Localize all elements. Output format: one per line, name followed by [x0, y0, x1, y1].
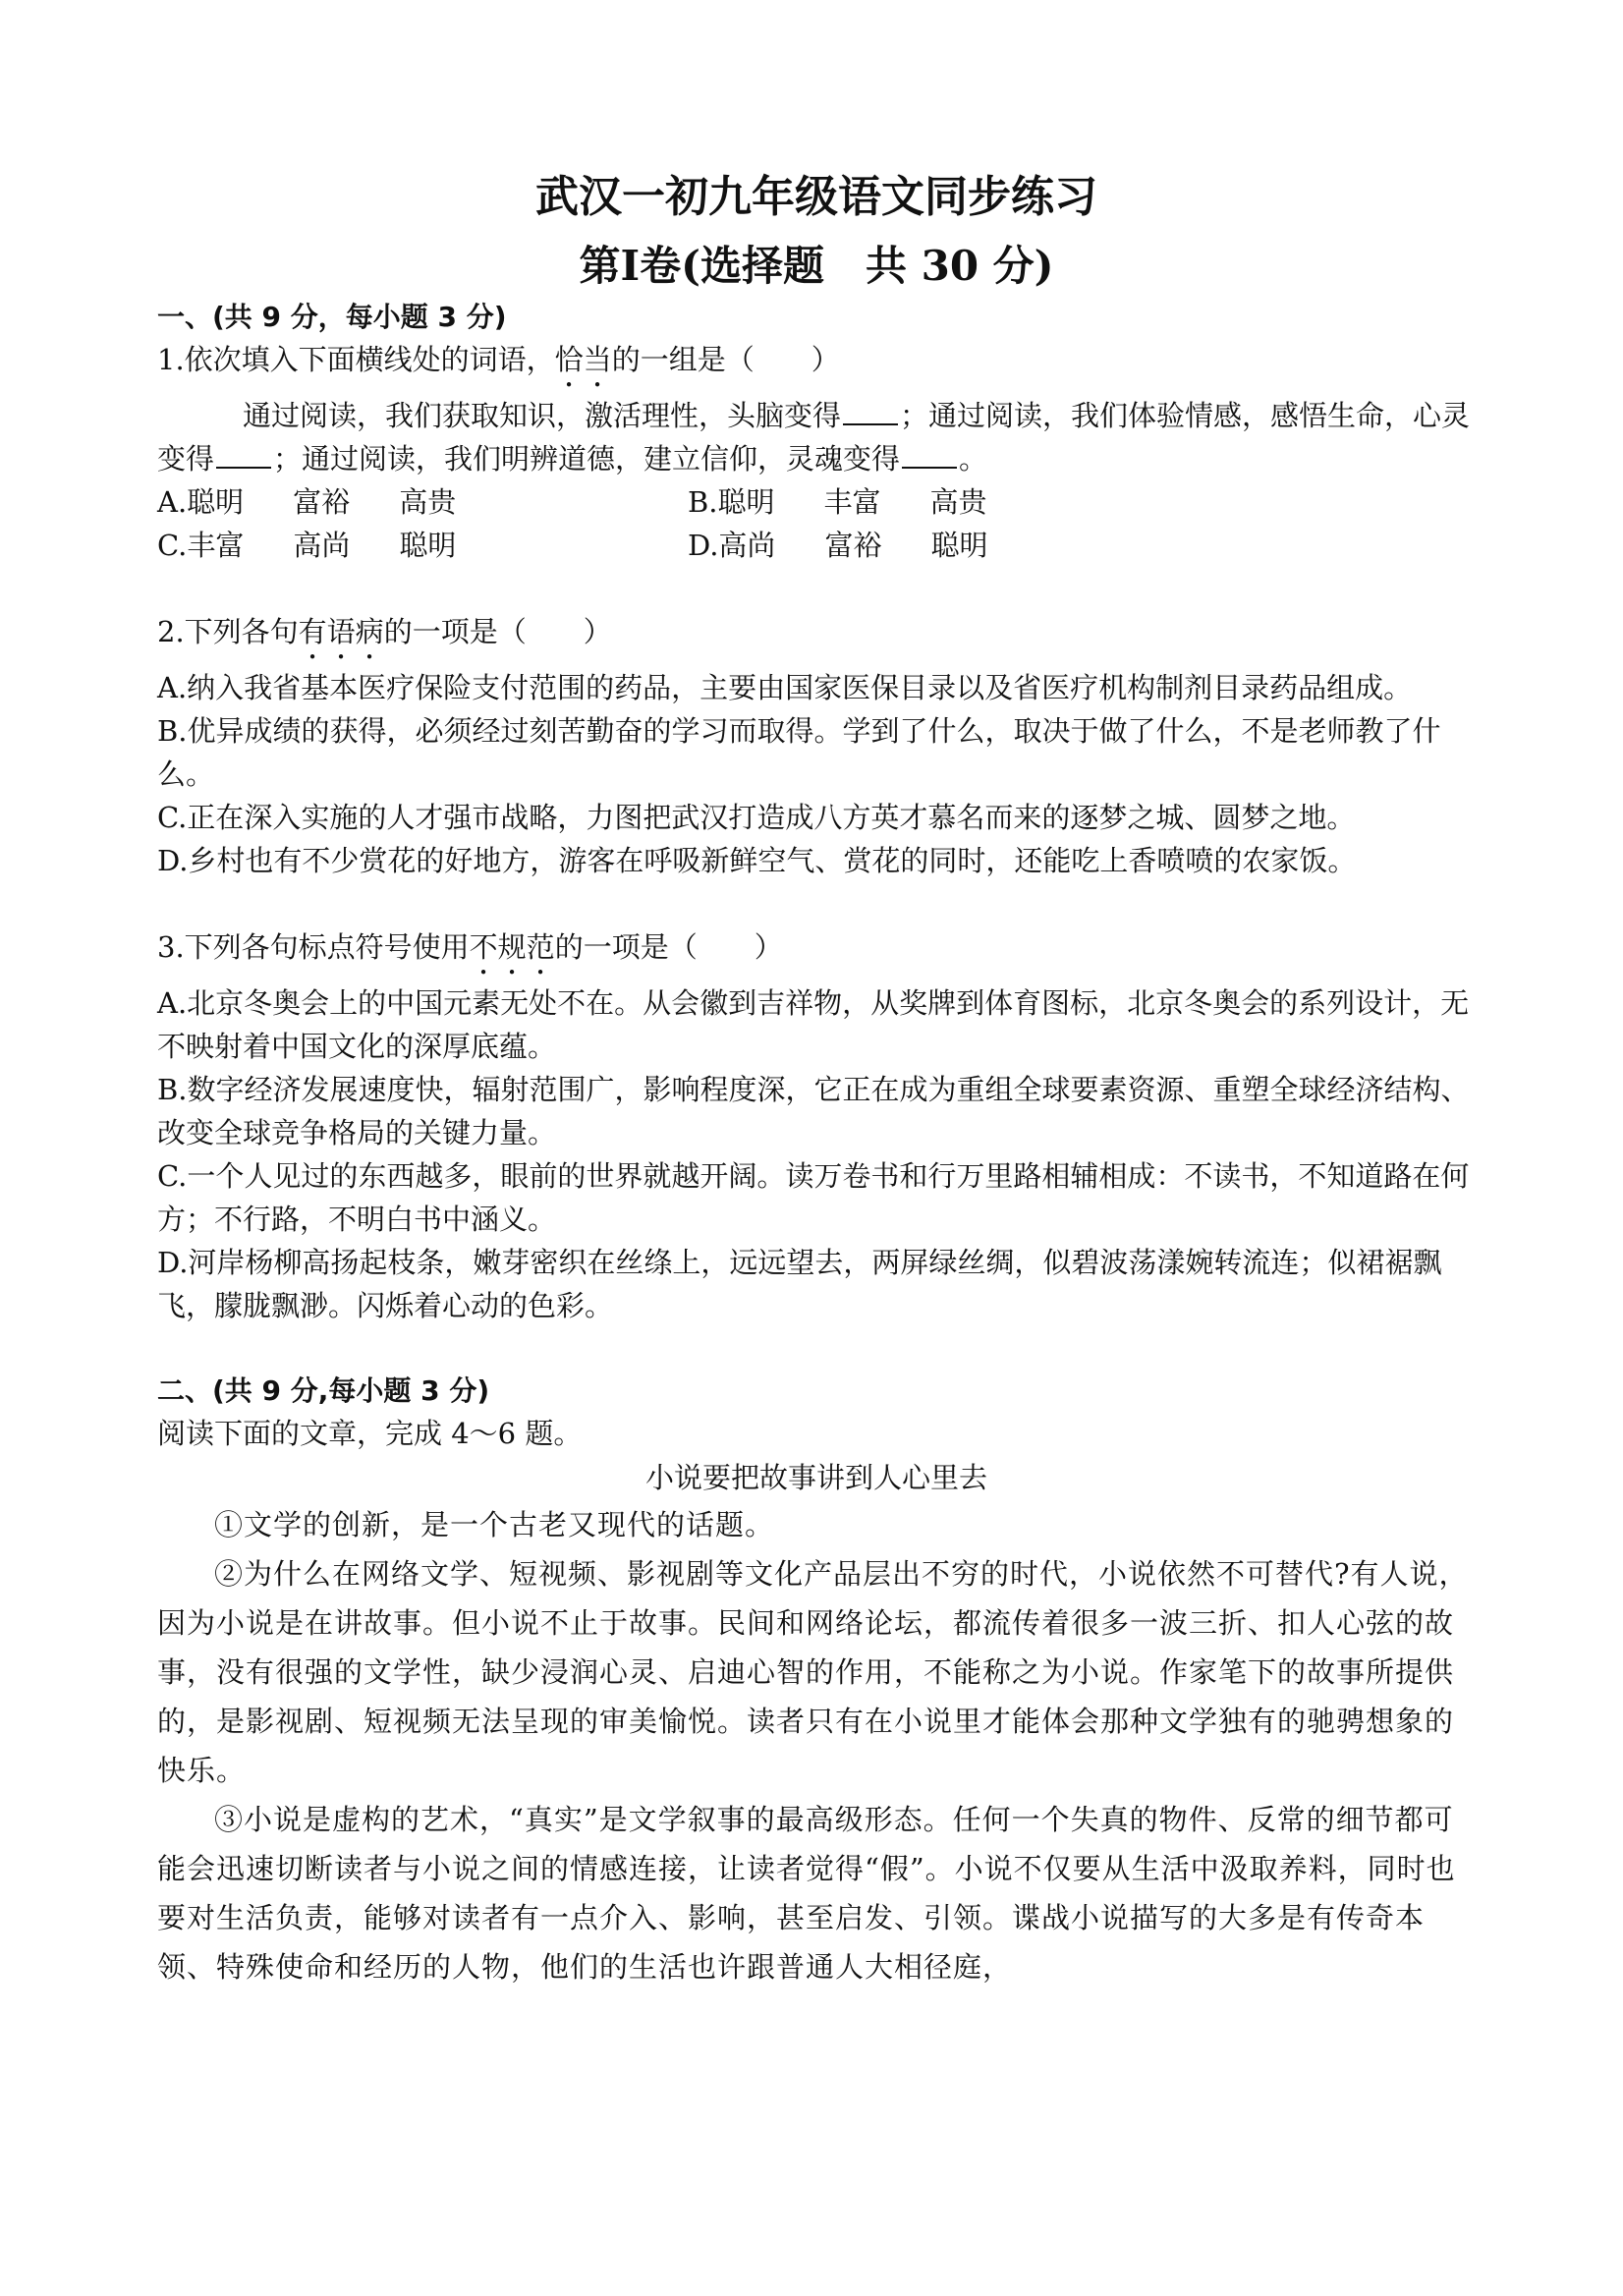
- question-2-option-b: B.优异成绩的获得，必须经过刻苦勤奋的学习而取得。学到了什么，取决于做了什么，不是老师教了什么。: [157, 714, 1441, 791]
- blank-2: [216, 441, 271, 469]
- question-3-stem: 3.下列各句标点符号使用不规范的一项是（ ）: [157, 930, 783, 964]
- section-2-heading: 二、(共 9 分,每小题 3 分): [157, 1374, 490, 1407]
- question-2-option-d: D.乡村也有不少赏花的好地方，游客在呼吸新鲜空气、赏花的同时，还能吃上香喷喷的农家饭。: [157, 844, 1357, 877]
- section-2-instruction: 阅读下面的文章，完成 4～6 题。: [157, 1417, 583, 1450]
- question-1-options: [157, 480, 1476, 567]
- section-1: [157, 297, 1476, 1327]
- question-2-option-a: A.纳入我省基本医疗保险支付范围的药品，主要由国家医保目录以及省医疗机构制剂目录药品组成。: [157, 671, 1413, 704]
- section-1-heading: 一、(共 9 分，每小题 3 分): [157, 301, 507, 333]
- article-paragraph: ①文学的创新，是一个古老又现代的话题。: [214, 1508, 775, 1541]
- blank-3: [902, 441, 957, 469]
- document-page: [157, 167, 1476, 1991]
- q1-passage-c: ；通过阅读，我们明辨道德，建立信仰，灵魂变得: [273, 442, 901, 476]
- question-3: [157, 925, 1476, 1327]
- question-3-option-c: C.一个人见过的东西越多，眼前的世界就越开阔。读万卷书和行万里路相辅相成：不读书，不知道路在何方；不行路，不明白书中涵义。: [157, 1159, 1470, 1236]
- option-c: C.丰富 高尚 聪明: [157, 529, 457, 562]
- question-2-stem: 2.下列各句有语病的一项是（ ）: [157, 615, 612, 648]
- q3-stem-emphasis: 不规范: [469, 930, 555, 964]
- question-1: [157, 338, 1476, 567]
- article-body: [157, 1500, 1476, 1991]
- spacer: [157, 882, 1476, 925]
- q1-passage-b: ；通过阅读，我们体验情感，感悟生命，心灵变得: [157, 399, 1471, 476]
- spacer: [157, 567, 1476, 610]
- option-d: D.高尚 富裕 聪明: [688, 529, 988, 562]
- question-3-option-a: A.北京冬奥会上的中国元素无处不在。从会徽到吉祥物，从奖牌到体育图标，北京冬奥会的系列设计，无不映射着中国文化的深厚底蕴。: [157, 986, 1470, 1063]
- question-1-passage: [157, 394, 1476, 480]
- article-title: 小说要把故事讲到人心里去: [644, 1461, 987, 1494]
- question-2-option-c: C.正在深入实施的人才强市战略，力图把武汉打造成八方英才慕名而来的逐梦之城、圆梦之地。: [157, 801, 1356, 834]
- q2-stem-emphasis: 有语病: [298, 615, 384, 648]
- q1-stem-pre: 1.依次填入下面横线处的词语，: [157, 343, 555, 376]
- option-b: B.聪明 丰富 高贵: [688, 485, 987, 519]
- section-2: [157, 1371, 1476, 1991]
- article-paragraph: ③小说是虚构的艺术，“真实”是文学叙事的最高级形态。任何一个失真的物件、反常的细节都可能会迅速切断读者与小说之间的情感连接，让读者觉得“假”。小说不仅要从生活中汲取养料，同时也要对生活负责，能够对读者有一点介入、影响，甚至启发、引领。谍战小说描写的大多是有传奇本领、特殊使命和经历的人物，他们的生活也许跟普通人大相径庭，: [157, 1803, 1456, 1984]
- document-subtitle: 第Ⅰ卷(选择题 共 30 分): [579, 242, 1054, 290]
- q1-passage-a: 通过阅读，我们获取知识，激活理性，头脑变得: [243, 399, 842, 432]
- spacer: [157, 1327, 1476, 1371]
- article-paragraph: ②为什么在网络文学、短视频、影视剧等文化产品层出不穷的时代，小说依然不可替代?有人说，因为小说是在讲故事。但小说不止于故事。民间和网络论坛，都流传着很多一波三折、扣人心弦的故事，没有很强的文学性，缺少浸润心灵、启迪心智的作用，不能称之为小说。作家笔下的故事所提供的，是影视剧、短视频无法呈现的审美愉悦。读者只有在小说里才能体会那种文学独有的驰骋想象的快乐。: [157, 1557, 1469, 1787]
- question-3-option-b: B.数字经济发展速度快，辐射范围广，影响程度深，它正在成为重组全球要素资源、重塑全球经济结构、改变全球竞争格局的关键力量。: [157, 1073, 1470, 1149]
- question-1-stem: [157, 338, 1476, 394]
- q1-stem-post: 的一组是（ ）: [611, 343, 840, 376]
- q1-passage-end: 。: [959, 442, 988, 476]
- q1-stem-emphasis: 恰当: [554, 343, 612, 376]
- blank-1: [843, 398, 898, 425]
- question-3-option-d: D.河岸杨柳高扬起枝条，嫩芽密织在丝绦上，远远望去，两屏绿丝绸，似碧波荡漾婉转流连；似裙裾飘飞，朦胧飘渺。闪烁着心动的色彩。: [157, 1246, 1442, 1322]
- document-title: 武汉一初九年级语文同步练习: [535, 172, 1097, 222]
- option-a: A.聪明 富裕 高贵: [157, 485, 457, 519]
- question-2: [157, 610, 1476, 882]
